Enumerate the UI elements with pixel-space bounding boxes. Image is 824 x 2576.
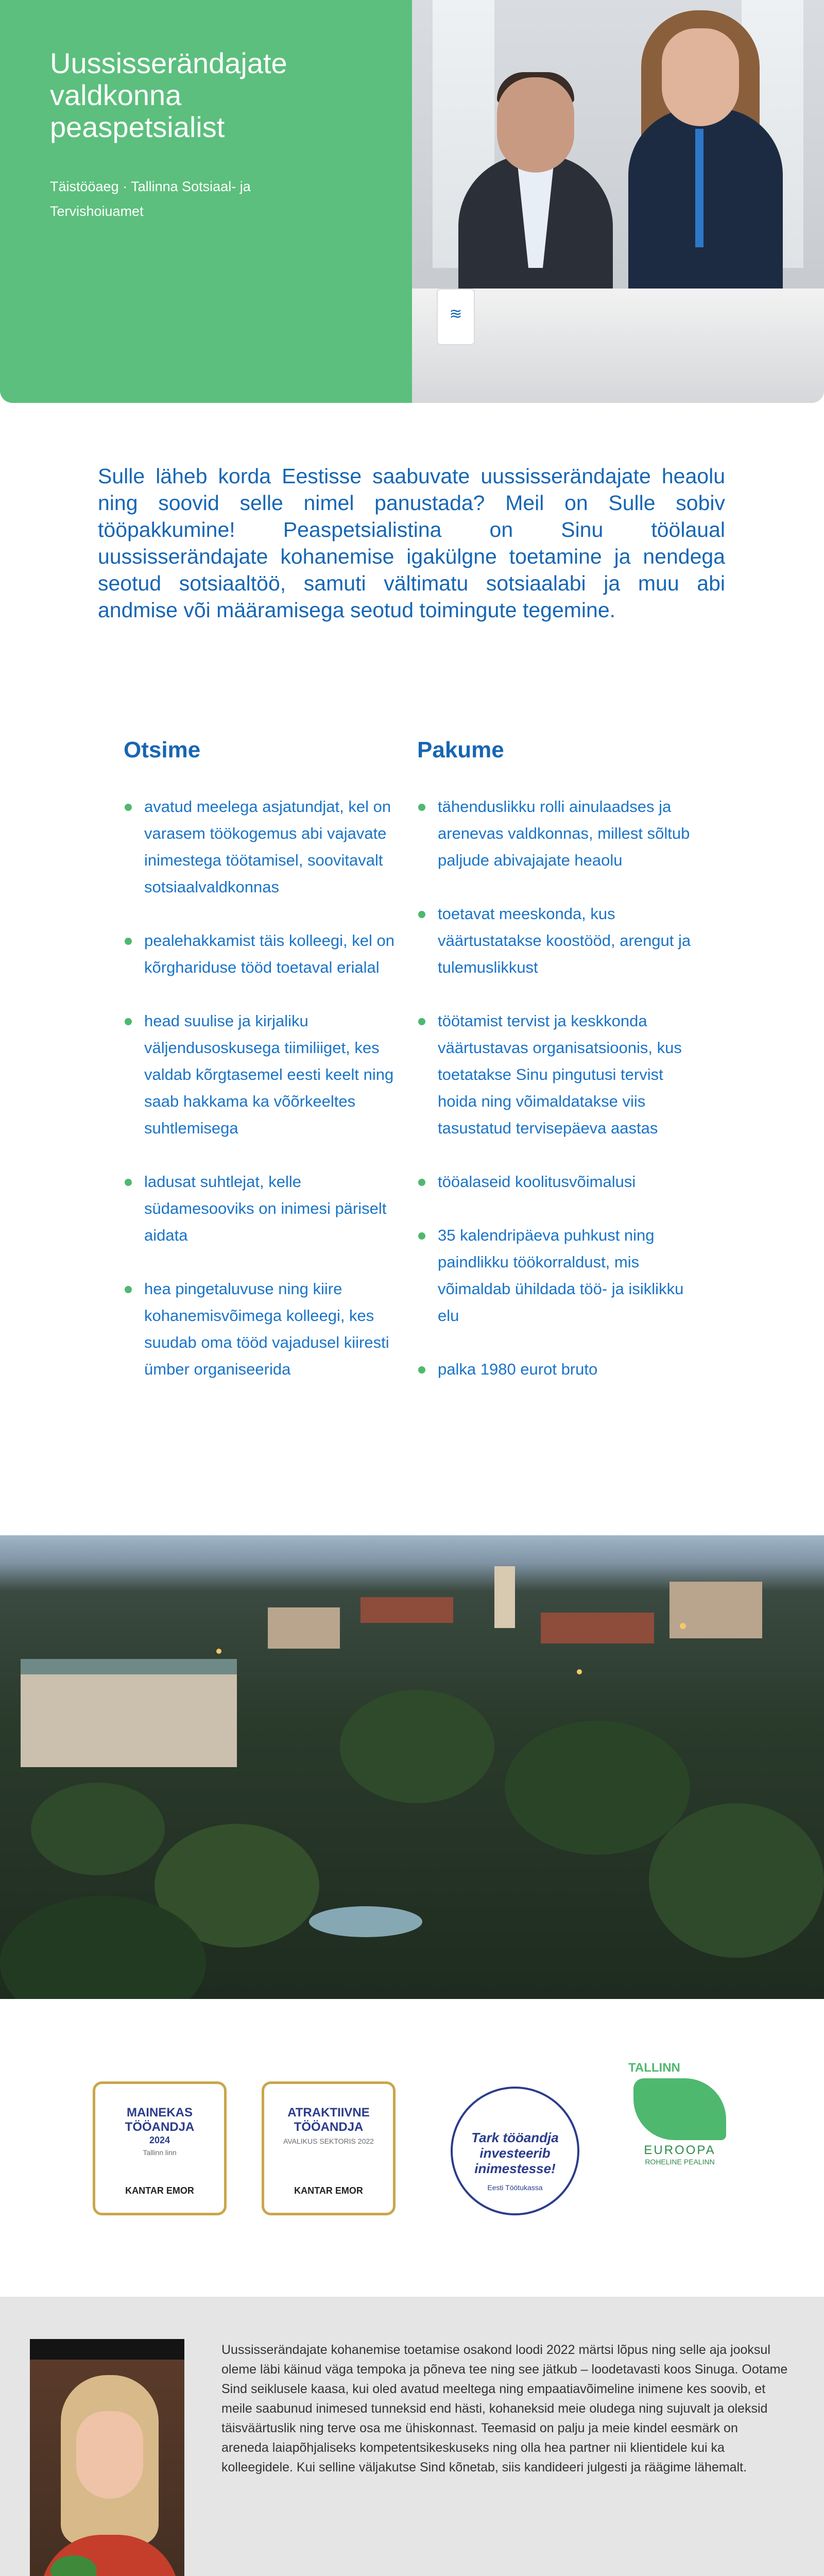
job-title: Uussisserändajate valdkonna peaspetsialist — [50, 47, 287, 143]
fountain-lights — [309, 1906, 422, 1937]
seek-column — [124, 736, 397, 1410]
leaf-icon — [633, 2078, 726, 2140]
list-item: head suulise ja kirjaliku väljendusoskusega tiimiliiget, kes valdab kõrgtasemel eesti keelt ning saab hakkama ka võõrkeeltes suhtlemisega — [124, 1008, 397, 1142]
hero-photo — [412, 0, 824, 403]
offer-list — [417, 793, 695, 1383]
mug-logo-icon: ≋ — [449, 306, 462, 323]
building — [268, 1607, 340, 1649]
church-tower — [494, 1566, 515, 1628]
bullet-icon — [125, 1286, 132, 1293]
bullet-icon — [418, 911, 425, 918]
bio-text: Uussisserändajate kohanemise toetamise osakond loodi 2022 märtsi lõpus ning selle aja jooksul oleme läbi käinud väga tempoka ja põneva tee ning see jätkub – loodetavasti koos Sinuga. Ootame Sind seiklusele kaasa, kui oled avatud meeltega ning empaatiavõimeline inimene kes soovib, et meile saabunud inimesed tunneksid end hästi, kohaneksid meie oludega ning sujuvalt ja oleksid täisväärtuslik ning terve osa me ühiskonnast. Teemasid on palju ja meie kindel eesmärk on areneda laiapõhjaliseks kompetentsikeskuseks ning olla hea partner nii klientidele kui ka kolleegidele. Kui selline väljakutse Sind kõnetab, siis kandideeri julgesti ja räägime lähemalt. — [221, 2343, 788, 2475]
list-item: töötamist tervist ja keskkonda väärtustavas organisatsioonis, kus toetatakse Sinu pingutusi tervist hoida ning võimaldatakse viis tasustatud tervisepäeva aastas — [417, 1008, 695, 1142]
list-item: ladusat suhtlejat, kelle südamesooviks on inimesi päriselt aidata — [124, 1168, 397, 1249]
bullet-icon — [125, 938, 132, 945]
lanyard — [695, 129, 703, 247]
award-badge-green-capital: TALLINN EUROOPA ROHELINE PEALINN — [628, 2061, 731, 2215]
hero-green-panel — [0, 0, 412, 403]
job-subtitle: Täistööaeg · Tallinna Sotsiaal- ja Tervishoiuamet — [50, 179, 251, 219]
awards-row — [0, 2040, 824, 2205]
seek-heading: Otsime — [124, 737, 201, 762]
building — [670, 1582, 762, 1638]
tree-cluster — [31, 1783, 165, 1875]
tree-cluster — [340, 1690, 494, 1803]
list-item: avatud meelega asjatundjat, kel on varasem töökogemus abi vajavate inimestega töötamisel, soovitavalt sotsiaalvaldkonnas — [124, 793, 397, 901]
street-light — [216, 1649, 221, 1654]
award-badge-attractive: ATRAKTIIVNE TÖÖANDJA AVALIKUS SEKTORIS 2022 KANTAR EMOR — [262, 2081, 396, 2215]
street-light — [680, 1623, 686, 1629]
bullet-icon — [418, 1232, 425, 1240]
award-badge-smart-employer: Tark tööandja investeerib inimestesse! Eesti Töötukassa — [451, 2087, 579, 2215]
building-roof — [541, 1613, 654, 1643]
bullet-icon — [125, 804, 132, 811]
person-male-head — [497, 77, 574, 173]
building-roof — [360, 1597, 453, 1623]
seek-list — [124, 793, 397, 1383]
bullet-icon — [418, 1018, 425, 1025]
list-item: toetavat meeskonda, kus väärtustatakse koostööd, arengut ja tulemuslikkust — [417, 901, 695, 981]
manager-photo — [30, 2339, 184, 2576]
list-item: palka 1980 eurot bruto — [417, 1356, 695, 1383]
bullet-icon — [418, 1366, 425, 1374]
city-aerial-photo — [0, 1535, 824, 1999]
hero-banner — [0, 0, 824, 403]
list-item: tööalaseid koolitusvõimalusi — [417, 1168, 695, 1195]
list-item: hea pingetaluvuse ning kiire kohanemisvõimega kolleegi, kes suudab oma tööd vajadusel kiiresti ümber organiseerida — [124, 1276, 397, 1383]
bullet-icon — [418, 804, 425, 811]
award-badge-reputable: MAINEKAS TÖÖANDJA 2024 Tallinn linn KANTAR EMOR — [93, 2081, 227, 2215]
tree-cluster — [505, 1721, 690, 1855]
list-item: 35 kalendripäeva puhkust ning paindlikku töökorraldust, mis võimaldab ühildada töö- ja isiklikku elu — [417, 1222, 695, 1329]
list-item: pealehakkamist täis kolleegi, kel on kõrghariduse tööd toetaval erialal — [124, 927, 397, 981]
list-item: tähenduslikku rolli ainulaadses ja arenevas valdkonnas, millest sõltub paljude abivajajate heaolu — [417, 793, 695, 874]
tree-cluster — [649, 1803, 824, 1958]
building — [21, 1669, 237, 1767]
bullet-icon — [125, 1179, 132, 1186]
person-female-head — [662, 28, 739, 126]
intro-paragraph: Sulle läheb korda Eestisse saabuvate uussisserändajate heaolu ning soovid selle nimel panustada? Meil on Sulle sobiv tööpakkumine! Peaspetsialistina on Sinu töölaual uussisserändajate kohanemise igakülgne toetamine ja nendega seotud sotsiaaltöö, samuti vältimatu sotsiaalabi ja muu abi andmise või määramisega seotud toimingute tegemine. — [98, 464, 725, 622]
bullet-icon — [125, 1018, 132, 1025]
offer-heading: Pakume — [417, 737, 504, 762]
bullet-icon — [418, 1179, 425, 1186]
street-light — [577, 1669, 582, 1674]
offer-column — [417, 736, 695, 1410]
manager-bio — [0, 2297, 824, 2576]
building-roof — [21, 1659, 237, 1674]
